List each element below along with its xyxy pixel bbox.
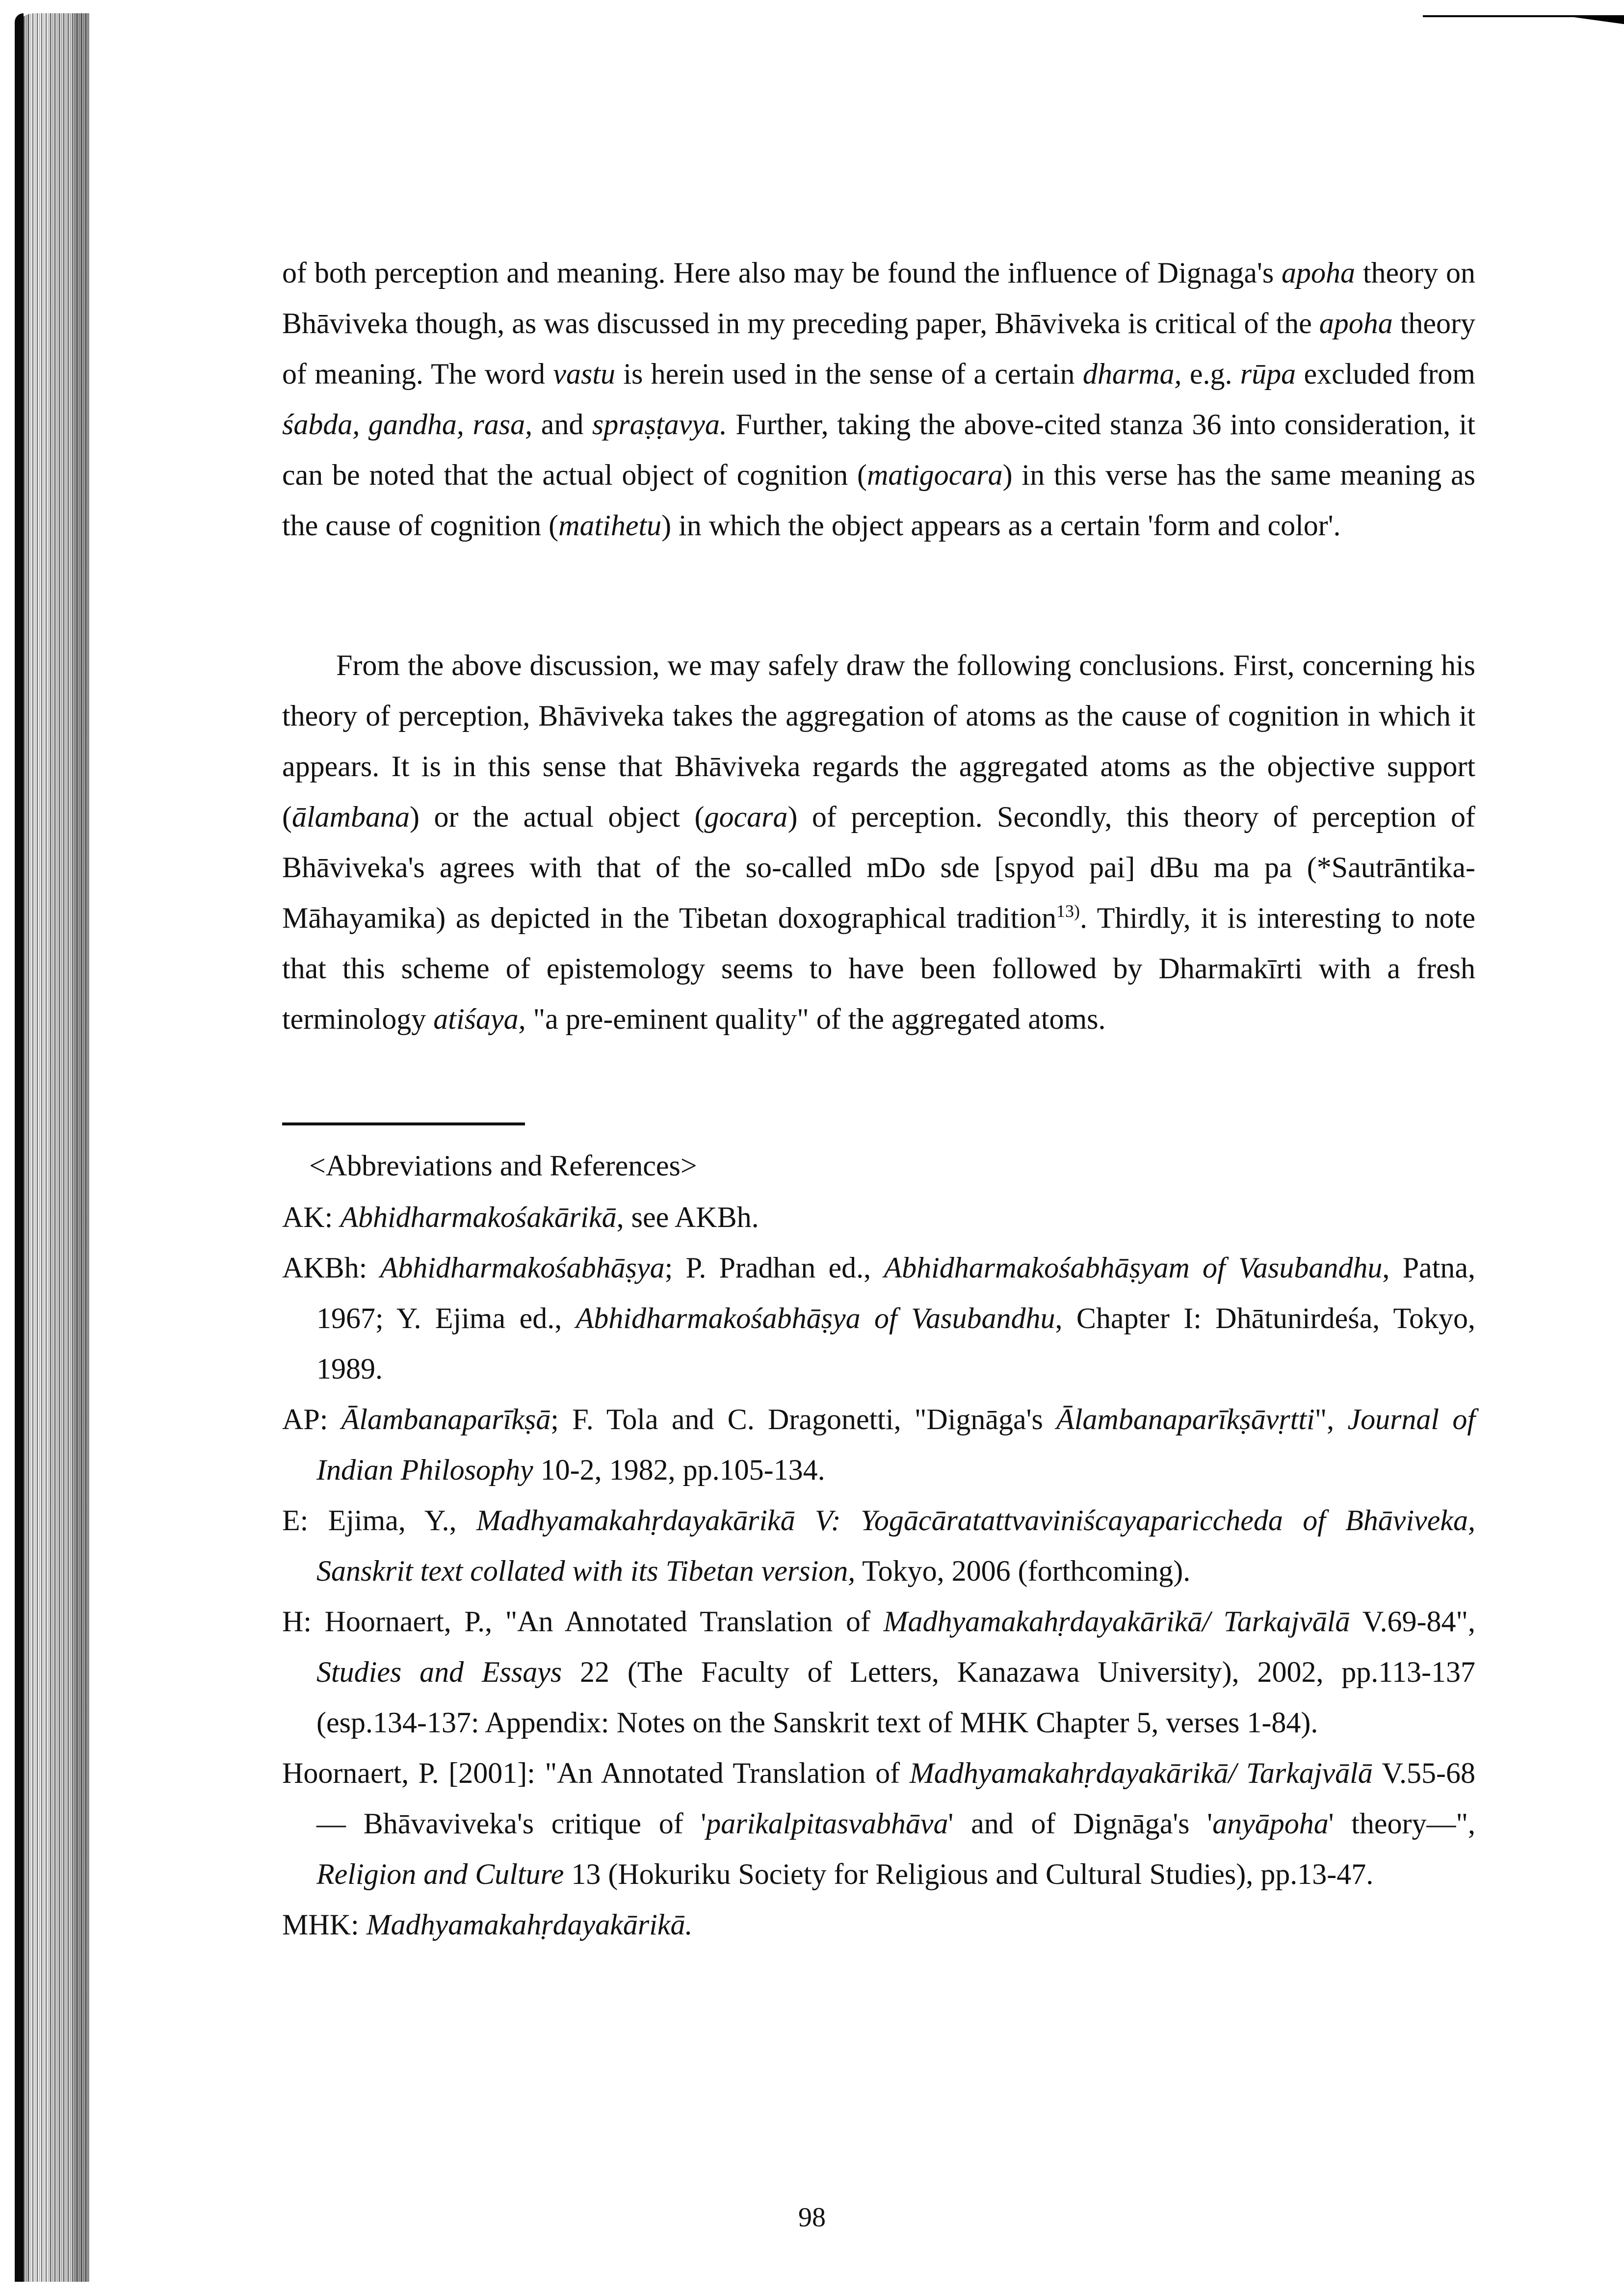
italic-term: Madhyamakahṛdayakārikā. [366, 1908, 693, 1941]
italic-term: Studies and Essays [316, 1656, 562, 1688]
italic-term: rūpa [1240, 358, 1296, 390]
text-run: ' theory—", [1328, 1807, 1475, 1840]
italic-term: Abhidharmakośabhāṣya of Vasubandhu [576, 1302, 1055, 1334]
text-run: ) in this verse has the same meaning as the cause of cognition ( [282, 459, 1476, 542]
italic-term: parikalpitasvabhāva [706, 1807, 948, 1840]
text-run: ; F. Tola and C. Dragonetti, "Dignāga's [550, 1403, 1057, 1435]
references-list [282, 1192, 1475, 1950]
text-run: ) of perception. Secondly, this theory of perception of Bhāviveka's agrees with that of the so-called mDo sde [spyod pai] dBu ma pa (*Sautrāntika-Māhayamika) as depicted in the Tibetan doxographical tradition [282, 801, 1475, 934]
reference-entry-h [282, 1596, 1475, 1748]
italic-term: Ālambanaparīkṣā [341, 1403, 551, 1435]
italic-term: matihetu [558, 509, 662, 542]
text-run: V.69-84", [1350, 1605, 1475, 1638]
italic-term: Madhyamakahṛdayakārikā/ Tarkajvālā [883, 1605, 1350, 1638]
italic-term: apoha [1282, 257, 1356, 289]
italic-term: śabda, gandha, rasa, [282, 408, 533, 441]
text-run: ) in which the object appears as a certain 'form and color'. [661, 509, 1341, 542]
text-run: , Chapter I: Dhātunirdeśa, Tokyo, 1989. [316, 1302, 1475, 1385]
italic-term: Religion and Culture [316, 1858, 564, 1890]
text-run: of both perception and meaning. Here also may be found the influence of Dignaga's [282, 257, 1282, 289]
text-run: AK: [282, 1201, 341, 1233]
italic-term: atiśaya, [433, 1003, 526, 1035]
italic-term: Madhyamakahṛdayakārikā V: Yogācāratattvaviniścayapariccheda of Bhāviveka, Sanskrit text collated with its Tibetan version, [316, 1504, 1476, 1587]
italic-term: Madhyamakahṛdayakārikā/ Tarkajvālā [909, 1757, 1373, 1789]
body-paragraph-1 [282, 248, 1475, 551]
reference-entry-ap [282, 1394, 1475, 1495]
reference-entry-ak [282, 1192, 1475, 1243]
reference-entry-mhk [282, 1900, 1475, 1950]
italic-term: Abhidharmakośakārikā [340, 1201, 617, 1233]
italic-term: Abhidharmakośabhāṣya [380, 1252, 665, 1284]
text-run: ) or the actual object ( [409, 801, 705, 833]
text-run: From the above discussion, we may safely draw the following conclusions. First, concerning his theory of perception, Bhāviveka takes the aggregation of atoms as the cause of cognition in which it appears. It is in this sense that Bhāviveka regards the aggregated atoms as the objective support ( [282, 649, 1475, 833]
text-run: , see AKBh. [616, 1201, 759, 1233]
text-run: AKBh: [282, 1252, 380, 1284]
body-paragraph-2 [282, 640, 1475, 1044]
text-run: theory on Bhāviveka though, as was discussed in my preceding paper, Bhāviveka is critical of the [282, 257, 1475, 339]
italic-term: matigocara [866, 459, 1003, 491]
text-run: , Patna, 1967; Y. Ejima ed., [316, 1252, 1475, 1334]
book-spine-edge [15, 13, 24, 2282]
text-run: Further, taking the above-cited stanza 36 into consideration, it can be noted that the actual object of cognition ( [282, 408, 1475, 491]
text-run: excluded from [1296, 358, 1475, 390]
footnote-separator-rule [282, 1122, 525, 1125]
italic-term: Ālambanaparīkṣāvṛtti [1056, 1403, 1315, 1435]
text-run: 10-2, 1982, pp.105-134. [533, 1454, 825, 1486]
text-run: theory of meaning. The word [282, 307, 1476, 390]
italic-term: gocara [704, 801, 788, 833]
references-heading: <Abbreviations and References> [309, 1149, 697, 1182]
reference-entry-e [282, 1495, 1475, 1596]
text-run: Hoornaert, P. [2001]: "An Annotated Translation of [282, 1757, 910, 1789]
scan-edge-wedge [1560, 15, 1624, 24]
text-run: H: Hoornaert, P., "An Annotated Translation of [282, 1605, 884, 1638]
text-run: ", [1314, 1403, 1348, 1435]
text-run: e.g. [1181, 358, 1240, 390]
italic-term: anyāpoha [1212, 1807, 1329, 1840]
italic-term: ālambana [291, 801, 410, 833]
italic-term: Journal of Indian Philosophy [316, 1403, 1476, 1486]
reference-entry-hoornaert-2001 [282, 1748, 1475, 1900]
text-run: . Thirdly, it is interesting to note that this scheme of epistemology seems to have been followed by Dharmakīrti with a fresh terminology [282, 902, 1475, 1035]
text-run: ; P. Pradhan ed., [664, 1252, 884, 1284]
italic-term: vastu [553, 358, 616, 390]
italic-term: Abhidharmakośabhāṣyam of Vasubandhu [884, 1252, 1383, 1284]
text-run: AP: [282, 1403, 341, 1435]
italic-term: dharma, [1082, 358, 1182, 390]
reference-entry-akbh [282, 1243, 1475, 1394]
text-run: 22 (The Faculty of Letters, Kanazawa University), 2002, pp.113-137 (esp.134-137: Appendix: Notes on the Sanskrit text of MHK Chapter 5, verses 1-84). [316, 1656, 1475, 1739]
text-run: "a pre-eminent quality" of the aggregated atoms. [525, 1003, 1106, 1035]
book-spine-shadow [15, 13, 89, 2282]
italic-term: spraṣṭavya. [592, 408, 727, 441]
text-run: is herein used in the sense of a certain [615, 358, 1083, 390]
text-run: E: Ejima, Y., [282, 1504, 476, 1537]
text-run: ' and of Dignāga's ' [948, 1807, 1213, 1840]
page-number: 98 [798, 2202, 826, 2233]
text-run: 13 (Hokuriku Society for Religious and Cultural Studies), pp.13-47. [564, 1858, 1374, 1890]
italic-term: apoha [1319, 307, 1393, 339]
text-run: Tokyo, 2006 (forthcoming). [855, 1555, 1191, 1587]
footnote-marker: 13) [1056, 901, 1080, 921]
text-run: V.55-68 — Bhāvaviveka's critique of ' [316, 1757, 1475, 1840]
text-run: MHK: [282, 1908, 367, 1941]
text-run: and [532, 408, 592, 441]
